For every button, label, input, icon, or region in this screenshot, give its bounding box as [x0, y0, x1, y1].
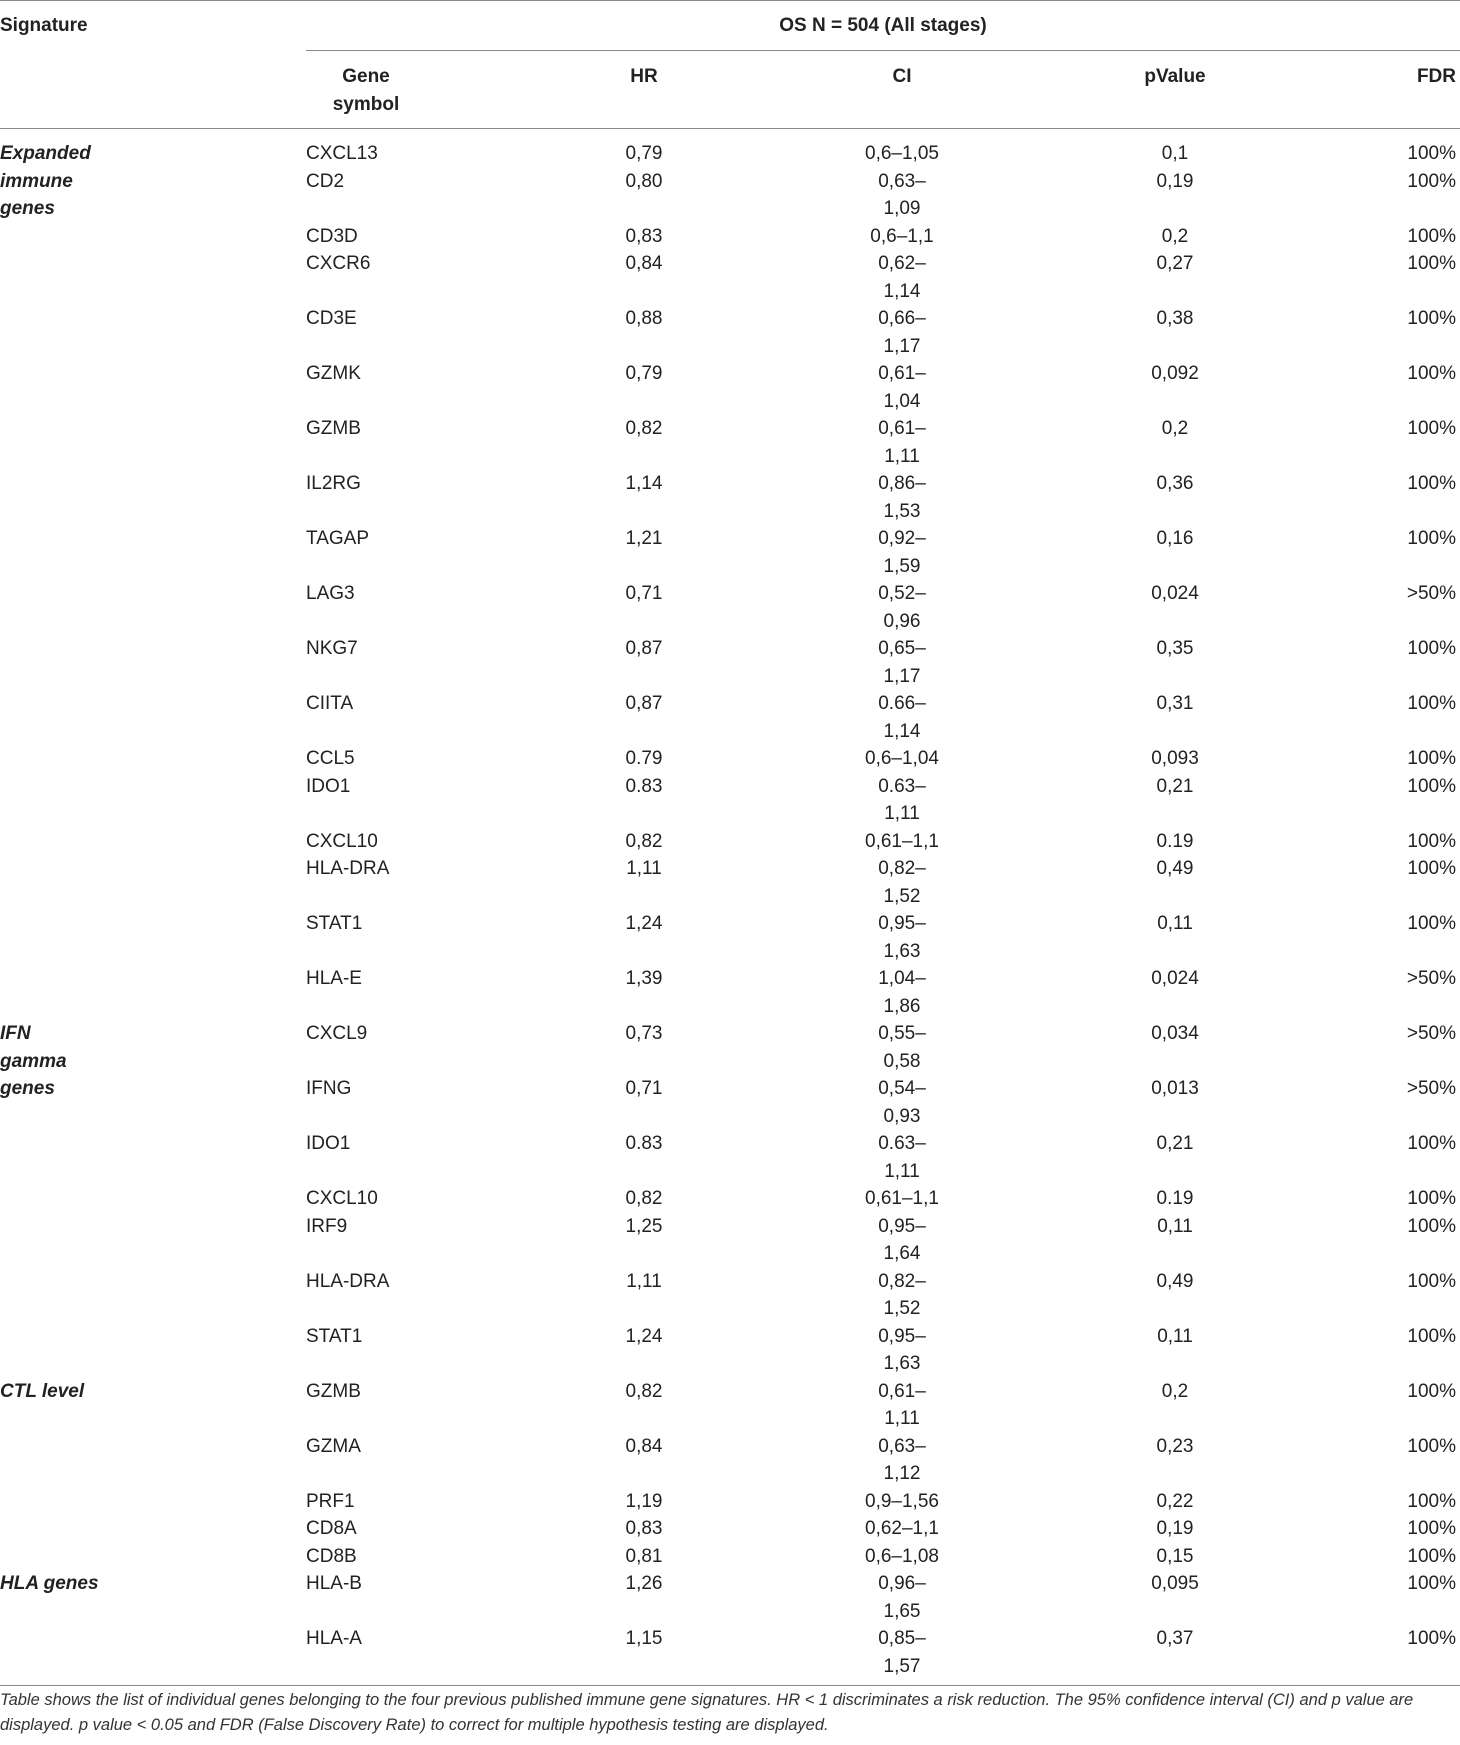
ci-cell-line: 1,63: [883, 1353, 921, 1374]
gene-symbol-cell: CD3D: [306, 225, 358, 247]
gene-symbol-cell: HLA-E: [306, 968, 362, 989]
pvalue-cell: 0,23: [1156, 1435, 1194, 1457]
signature-header: Signature: [0, 15, 88, 36]
ci-cell: [804, 1570, 1000, 1625]
ci-cell-line: 0,62–1,1: [865, 1518, 939, 1539]
ci-cell: [804, 1185, 1000, 1213]
ci-cell: [804, 690, 1000, 745]
fdr-cell: 100%: [1407, 1325, 1456, 1347]
ci-cell-line: 1,17: [883, 665, 921, 687]
ci-cell: [804, 855, 1000, 910]
gene-symbol-cell: CXCL10: [306, 1188, 378, 1209]
hr-cell: 1,11: [626, 1270, 662, 1292]
ci-cell-line: 0,96: [883, 610, 921, 632]
pvalue-cell: 0,11: [1157, 913, 1193, 934]
gene-symbol-cell: CXCL9: [306, 1023, 368, 1044]
hr-cell: 0.83: [625, 1133, 663, 1154]
ci-cell: [804, 1488, 1000, 1516]
ci-cell-line: 0,95–: [878, 1325, 926, 1347]
pvalue-cell: 0,11: [1157, 1325, 1193, 1347]
hr-cell: 1,15: [625, 1628, 663, 1649]
ci-cell-line: 0,61–: [878, 1380, 926, 1402]
hr-cell: 1,21: [625, 528, 663, 549]
ci-cell-line: 1,09: [883, 198, 921, 219]
ci-cell-line: 1,65: [883, 1600, 921, 1622]
signature-group-label-line: gamma: [0, 1050, 67, 1072]
pvalue-cell: 0,034: [1151, 1023, 1199, 1044]
gene-symbol-cell: CIITA: [306, 693, 354, 714]
gene-symbol-cell: HLA-DRA: [306, 858, 390, 879]
gene-symbol-cell: PRF1: [306, 1490, 355, 1512]
ci-cell-line: 0,65–: [878, 638, 926, 659]
gene-symbol-cell: CD8B: [306, 1545, 357, 1567]
signature-group-label-line: Expanded: [0, 143, 91, 164]
hr-cell: 0.79: [625, 748, 663, 769]
hr-cell: 0,79: [625, 143, 663, 164]
hr-cell: 0,83: [625, 1518, 663, 1539]
ci-cell-line: 1,11: [884, 803, 920, 824]
pvalue-cell: 0,36: [1156, 473, 1194, 494]
fdr-header: FDR: [1416, 66, 1456, 87]
pvalue-cell: 0,22: [1156, 1490, 1194, 1512]
gene-symbol-cell: NKG7: [306, 638, 358, 659]
signature-group-label-line: IFN: [0, 1023, 31, 1044]
table-footnote: Table shows the list of individual genes belonging to the four previous published immune gene signatures. HR < 1 discriminates a risk reduction. The 95% confidence interval (CI) and p value are displayed. p value < 0.05 and FDR (False Discovery Rate) to correct for multiple hypothesis testing are displayed.: [0, 1691, 1414, 1734]
ci-cell-line: 1,17: [883, 335, 921, 357]
ci-cell: [804, 1323, 1000, 1378]
gene-symbol-cell: GZMK: [306, 363, 361, 384]
ci-cell-line: 1,59: [883, 555, 921, 577]
ci-cell-line: 1,12: [883, 1463, 921, 1484]
pvalue-cell: 0,11: [1157, 1215, 1193, 1237]
ci-cell-line: 1,11: [884, 1408, 920, 1429]
hr-cell: 0,82: [625, 830, 663, 852]
ci-cell-line: 0,58: [883, 1050, 921, 1072]
ci-cell: [804, 1515, 1000, 1543]
gene-symbol-cell: GZMB: [306, 418, 361, 439]
signature-group-label-line: HLA genes: [0, 1573, 99, 1594]
ci-cell-line: 0,85–: [878, 1628, 926, 1649]
ci-cell-line: 1,14: [883, 280, 921, 302]
gene-symbol-cell: HLA-A: [306, 1628, 362, 1649]
ci-cell: [804, 223, 1000, 251]
fdr-cell: 100%: [1407, 253, 1456, 274]
pvalue-cell: 0,2: [1161, 1380, 1189, 1402]
fdr-cell: 100%: [1407, 1518, 1456, 1539]
ci-cell-line: 0,6–1,1: [870, 225, 934, 247]
signature-group-label: [0, 1020, 67, 1103]
ci-cell-line: 1,11: [884, 445, 920, 467]
signature-group-label-line: genes: [0, 198, 55, 219]
fdr-cell: 100%: [1407, 775, 1456, 797]
gene-symbol-cell: GZMB: [306, 1380, 361, 1402]
fdr-cell: 100%: [1407, 1435, 1456, 1457]
fdr-cell: 100%: [1407, 1490, 1456, 1512]
ci-cell-line: 1,52: [883, 885, 921, 907]
gene-symbol-cell: IDO1: [306, 1133, 351, 1154]
pvalue-cell: 0,37: [1156, 1628, 1194, 1649]
pvalue-cell: 0,19: [1156, 170, 1194, 192]
hr-cell: 0,82: [625, 1188, 663, 1209]
hr-cell: 0.83: [625, 775, 663, 797]
gene-symbol-cell: STAT1: [306, 1325, 363, 1347]
hr-cell: 1,24: [625, 1325, 663, 1347]
ci-cell: [804, 360, 1000, 415]
ci-cell: [804, 168, 1000, 223]
ci-cell: [804, 1625, 1000, 1680]
ci-cell: [804, 1543, 1000, 1571]
gene-symbol-cell: STAT1: [306, 913, 363, 934]
ci-cell-line: 0,95–: [878, 913, 926, 934]
fdr-cell: 100%: [1407, 1628, 1456, 1649]
ci-cell-line: 1,14: [883, 720, 921, 742]
pvalue-cell: 0,38: [1156, 308, 1194, 329]
ci-cell-line: 0,82–: [878, 858, 926, 879]
hr-cell: 0,83: [625, 225, 663, 247]
ci-cell-line: 0,9–1,56: [865, 1490, 939, 1512]
fdr-cell: >50%: [1406, 968, 1456, 989]
hr-cell: 1,11: [626, 858, 662, 879]
ci-cell: [804, 1075, 1000, 1130]
ci-cell-line: 1,64: [883, 1243, 921, 1264]
hr-cell: 0,80: [625, 170, 663, 192]
group-title-rule: [306, 50, 1460, 51]
ci-cell-line: 0,62–: [878, 253, 926, 274]
gene-symbol-cell: IL2RG: [306, 473, 361, 494]
ci-cell: [804, 1020, 1000, 1075]
hr-cell: 0,84: [625, 1435, 663, 1457]
fdr-cell: 100%: [1407, 363, 1456, 384]
ci-cell-line: 0.66–: [878, 693, 926, 714]
hr-cell: 0,87: [625, 638, 663, 659]
hr-cell: 0,71: [625, 1078, 663, 1099]
hr-cell: 0,79: [625, 363, 663, 384]
pvalue-cell: 0,093: [1151, 748, 1199, 769]
gene-symbol-cell: IDO1: [306, 775, 351, 797]
signature-group-label: [0, 140, 91, 223]
hr-cell: 0,88: [625, 308, 663, 329]
pvalue-cell: 0,2: [1161, 418, 1189, 439]
ci-cell-line: 1,52: [883, 1298, 921, 1319]
signature-group-label: [0, 1570, 99, 1598]
ci-cell-line: 0,86–: [878, 473, 926, 494]
pvalue-cell: 0,024: [1151, 968, 1199, 989]
ci-cell-line: 0,66–: [878, 308, 926, 329]
fdr-cell: 100%: [1407, 1573, 1456, 1594]
ci-cell-line: 0,63–: [878, 170, 926, 192]
fdr-cell: 100%: [1407, 418, 1456, 439]
ci-cell: [804, 910, 1000, 965]
ci-cell-line: 0,93: [883, 1105, 921, 1127]
ci-cell-line: 0.63–: [878, 1133, 926, 1154]
gene-symbol-header-line-1: Gene: [342, 66, 390, 87]
ci-cell: [804, 965, 1000, 1020]
ci-cell: [804, 773, 1000, 828]
fdr-cell: 100%: [1407, 308, 1456, 329]
table-bottom-rule: [0, 1685, 1460, 1686]
fdr-cell: 100%: [1407, 1380, 1456, 1402]
fdr-cell: 100%: [1407, 913, 1456, 934]
fdr-cell: 100%: [1407, 1545, 1456, 1567]
pvalue-cell: 0,092: [1151, 363, 1199, 384]
ci-cell-line: 0,92–: [878, 528, 926, 549]
pvalue-cell: 0,19: [1156, 1518, 1194, 1539]
gene-symbol-cell: CD8A: [306, 1518, 357, 1539]
fdr-cell: >50%: [1406, 1023, 1456, 1044]
ci-cell: [804, 580, 1000, 635]
pvalue-cell: 0,013: [1151, 1078, 1199, 1099]
pvalue-cell: 0,095: [1151, 1573, 1199, 1594]
ci-cell-line: 0,95–: [878, 1215, 926, 1237]
pvalue-cell: 0.19: [1156, 830, 1194, 852]
ci-cell-line: 0,6–1,08: [865, 1545, 939, 1567]
gene-symbol-cell: LAG3: [306, 583, 355, 604]
ci-cell-line: 1,04: [883, 390, 921, 412]
ci-cell-line: 0,55–: [878, 1023, 926, 1044]
gene-symbol-cell: CXCR6: [306, 253, 371, 274]
ci-cell: [804, 305, 1000, 360]
ci-cell: [804, 250, 1000, 305]
pvalue-cell: 0,2: [1161, 225, 1189, 247]
hr-cell: 0,82: [625, 1380, 663, 1402]
hr-cell: 1,25: [625, 1215, 663, 1237]
pvalue-cell: 0,49: [1156, 1270, 1194, 1292]
signature-group-label-line: immune: [0, 170, 73, 192]
fdr-cell: 100%: [1407, 638, 1456, 659]
ci-cell: [804, 415, 1000, 470]
fdr-cell: 100%: [1407, 225, 1456, 247]
header-bottom-rule: [0, 128, 1460, 129]
table-top-rule: [0, 0, 1460, 1]
fdr-cell: 100%: [1407, 473, 1456, 494]
ci-cell-line: 1,86: [883, 995, 921, 1017]
pvalue-cell: 0,15: [1156, 1545, 1194, 1567]
gene-symbol-cell: IFNG: [306, 1078, 352, 1099]
pvalue-cell: 0,1: [1161, 143, 1189, 164]
hr-cell: 0,87: [625, 693, 663, 714]
pvalue-cell: 0,16: [1156, 528, 1194, 549]
fdr-cell: 100%: [1407, 748, 1456, 769]
gene-symbol-cell: HLA-B: [306, 1573, 362, 1594]
ci-cell-line: 0,61–1,1: [865, 830, 939, 852]
ci-cell-line: 0,6–1,05: [865, 143, 939, 164]
fdr-cell: 100%: [1407, 830, 1456, 852]
ci-cell-line: 0,61–: [878, 418, 926, 439]
hr-cell: 1,19: [625, 1490, 663, 1512]
hr-cell: 0,81: [625, 1545, 663, 1567]
hr-header: HR: [630, 66, 658, 87]
fdr-cell: 100%: [1407, 1133, 1456, 1154]
ci-cell: [804, 1268, 1000, 1323]
pvalue-cell: 0,49: [1156, 858, 1194, 879]
fdr-cell: >50%: [1406, 583, 1456, 604]
ci-cell-line: 1,57: [883, 1655, 921, 1677]
gene-symbol-cell: CD3E: [306, 308, 357, 329]
hr-cell: 0,82: [625, 418, 663, 439]
gene-symbol-cell: CXCL13: [306, 143, 378, 164]
fdr-cell: >50%: [1406, 1078, 1456, 1099]
ci-cell: [804, 470, 1000, 525]
hr-cell: 1,24: [625, 913, 663, 934]
ci-cell-line: 1,53: [883, 500, 921, 522]
hr-cell: 0,71: [625, 583, 663, 604]
signature-group-label: [0, 1378, 84, 1406]
ci-cell-line: 0,6–1,04: [865, 748, 939, 769]
group-title: OS N = 504 (All stages): [779, 15, 987, 36]
pvalue-header: pValue: [1144, 66, 1206, 87]
fdr-cell: 100%: [1407, 693, 1456, 714]
ci-cell: [804, 1213, 1000, 1268]
fdr-cell: 100%: [1407, 1215, 1456, 1237]
ci-header: CI: [892, 66, 912, 87]
gene-symbol-cell: TAGAP: [306, 528, 369, 549]
signature-group-label-line: CTL level: [0, 1380, 85, 1402]
gene-symbol-cell: CXCL10: [306, 830, 378, 852]
ci-cell: [804, 828, 1000, 856]
pvalue-cell: 0,024: [1151, 583, 1199, 604]
hr-cell: 0,84: [625, 253, 663, 274]
fdr-cell: 100%: [1407, 170, 1456, 192]
hr-cell: 1,26: [625, 1573, 663, 1594]
gene-symbol-header: [306, 63, 426, 118]
pvalue-cell: 0,21: [1156, 775, 1194, 797]
pvalue-cell: 0,21: [1156, 1133, 1194, 1154]
ci-cell: [804, 1433, 1000, 1488]
pvalue-cell: 0,31: [1156, 693, 1194, 714]
ci-cell-line: 0.63–: [878, 775, 926, 797]
ci-cell-line: 0,82–: [878, 1270, 926, 1292]
ci-cell-line: 0,54–: [878, 1078, 926, 1099]
ci-cell-line: 0,61–: [878, 363, 926, 384]
signature-group-label-line: genes: [0, 1078, 55, 1099]
fdr-cell: 100%: [1407, 1270, 1456, 1292]
gene-symbol-cell: HLA-DRA: [306, 1270, 390, 1292]
ci-cell: [804, 1378, 1000, 1433]
pvalue-cell: 0.19: [1156, 1188, 1194, 1209]
ci-cell-line: 1,63: [883, 940, 921, 962]
ci-cell: [804, 140, 1000, 168]
gene-symbol-cell: CCL5: [306, 748, 355, 769]
ci-cell-line: 0,96–: [878, 1573, 926, 1594]
ci-cell: [804, 1130, 1000, 1185]
fdr-cell: 100%: [1407, 1188, 1456, 1209]
ci-cell-line: 0,61–1,1: [865, 1188, 939, 1209]
ci-cell: [804, 635, 1000, 690]
fdr-cell: 100%: [1407, 528, 1456, 549]
ci-cell-line: 0,52–: [878, 583, 926, 604]
ci-cell-line: 1,11: [884, 1160, 920, 1182]
gene-symbol-header-line-2: symbol: [332, 93, 400, 115]
gene-symbol-cell: GZMA: [306, 1435, 361, 1457]
pvalue-cell: 0,27: [1156, 253, 1194, 274]
fdr-cell: 100%: [1407, 143, 1456, 164]
fdr-cell: 100%: [1407, 858, 1456, 879]
ci-cell: [804, 525, 1000, 580]
ci-cell: [804, 745, 1000, 773]
ci-cell-line: 0,63–: [878, 1435, 926, 1457]
hr-cell: 1,14: [625, 473, 663, 494]
hr-cell: 0,73: [625, 1023, 663, 1044]
gene-symbol-cell: CD2: [306, 170, 345, 192]
pvalue-cell: 0,35: [1156, 638, 1194, 659]
gene-symbol-cell: IRF9: [306, 1215, 348, 1237]
hr-cell: 1,39: [625, 968, 663, 989]
ci-cell-line: 1,04–: [878, 968, 926, 989]
